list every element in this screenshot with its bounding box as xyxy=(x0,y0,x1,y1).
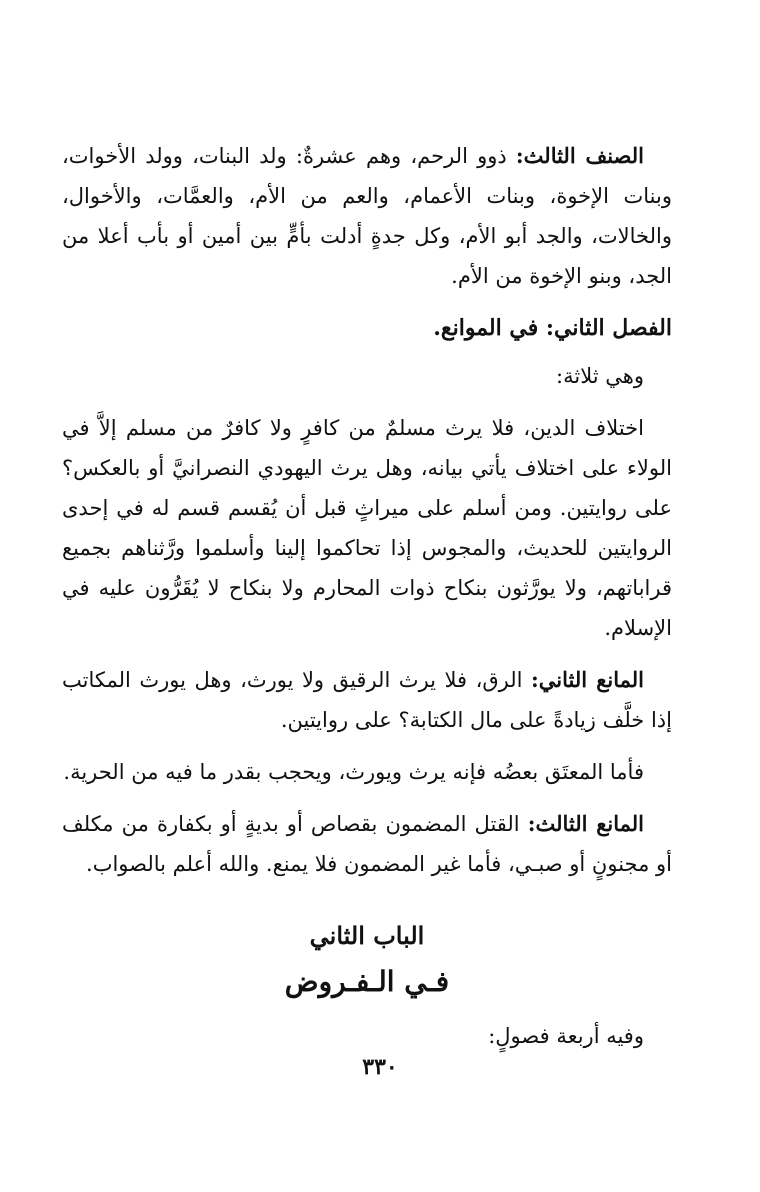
paragraph-third-impediment xyxy=(62,804,672,884)
paragraph-text: اختلاف الدين، فلا يرث مسلمٌ من كافرٍ ولا كافرٌ من مسلم إلاَّ في الولاء على اختلاف يأتي بيانه، وهل يرث اليهودي النصرانيَّ أو بالعكس؟ على روايتين. ومن أسلم على ميراثٍ قبل أن يُقسم قسم له في إحدى الروايتين للحديث، والمجوس إذا تحاكموا إلينا وأسلموا ورَّثناهم بجميع قراباتهم، ولا يورَّثون بنكاح ذوات المحارم ولا بنكاح لا يُقَرُّون عليه في الإسلام. xyxy=(62,416,672,640)
chapter-title: الباب الثاني xyxy=(309,921,425,950)
paragraph-religion-difference xyxy=(62,408,672,648)
section-intro: وهي ثلاثة: xyxy=(556,364,644,388)
paragraph-third-category xyxy=(62,136,672,296)
paragraph-partial-freedom xyxy=(62,752,672,792)
chapter-intro: وفيه أربعة فصولٍ: xyxy=(488,1024,644,1048)
page-number: ٣٣٠ xyxy=(362,1054,398,1080)
paragraph-text: ذوو الرحم، وهم عشرةٌ: ولد البنات، وولد الأخوات، وبنات الإخوة، وبنات الأعمام، والعم من الأم، والعمَّات، والأخوال، والخالات، والجد أبو الأم، وكل جدةٍ أدلت بأمٍّ بين أمين أو بأب أعلا من الجد، وبنو الإخوة من الأم. xyxy=(62,144,672,288)
chapter-subtitle: فـي الـفـروض xyxy=(284,965,450,998)
paragraph-second-impediment xyxy=(62,660,672,740)
paragraph-text: الرق، فلا يرث الرقيق ولا يورث، وهل يورث المكاتب إذا خلَّف زيادةً على مال الكتابة؟ على روايتين. xyxy=(62,668,672,732)
section-heading: الفصل الثاني: في الموانع. xyxy=(433,315,672,341)
page-body xyxy=(62,136,672,1068)
paragraph-text: القتل المضمون بقصاص أو بديةٍ أو بكفارة من مكلف أو مجنونٍ أو صبـي، فأما غير المضمون فلا يمنع. والله أعلم بالصواب. xyxy=(62,812,672,876)
paragraph-text: فأما المعتَق بعضُه فإنه يرث ويورث، ويحجب بقدر ما فيه من الحرية. xyxy=(63,760,644,784)
paragraph-lead: المانع الثاني: xyxy=(530,667,644,692)
spacer xyxy=(62,896,672,914)
paragraph-lead: المانع الثالث: xyxy=(527,811,644,836)
paragraph-lead: الصنف الثالث: xyxy=(515,143,644,168)
